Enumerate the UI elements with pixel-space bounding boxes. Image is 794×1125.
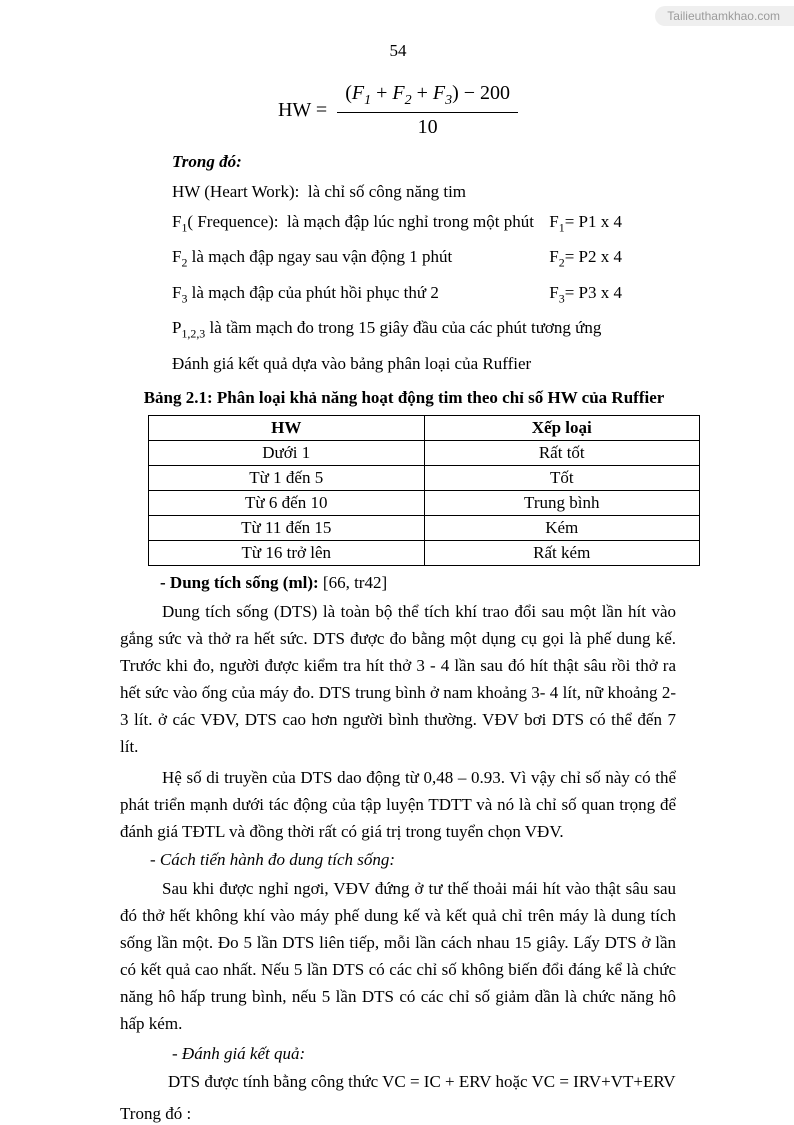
definition-text: $F_1$( Frequence): là mạch đập lúc nghỉ trong một phút bbox=[172, 212, 534, 235]
table-header-hw: HW bbox=[149, 415, 425, 440]
heading-measurement-method: - Cách tiến hành đo dung tích sống: bbox=[150, 849, 396, 869]
definition-text: HW (Heart Work): là chỉ số công năng tim bbox=[172, 182, 467, 201]
definition-line-f1 bbox=[172, 211, 622, 238]
paragraph-dts-intro: Dung tích sống (DTS) là toàn bộ thể tích khí trao đổi sau một lần hít vào gắng sức và thở ra hết sức. DTS được đo bằng một dụng cụ gọi là phế dung kế. Trước khi đo, người được kiểm tra hít thở 3 - 4 lần sau đó hít thật sâu rồi thở ra hết sức vào ống của máy đo. DTS trung bình ở nam khoảng 3- 4 lít, nữ khoảng 2-3 lít. ở các VĐV, DTS cao hơn người bình thường. VĐV bơi DTS có thể đến 7 lít. bbox=[120, 601, 676, 756]
definition-text: Đánh giá kết quả dựa vào bảng phân loại của Ruffier bbox=[172, 353, 532, 373]
paragraph-dts-heredity: Hệ số di truyền của DTS dao động từ 0,48 – 0.93. Vì vậy chỉ số này có thể phát triển mạnh dưới tác động của tập luyện TDTT và nó là chỉ số quan trọng để đánh giá TĐTL và đồng thời rất có giá trị trong tuyển chọn VĐV. bbox=[120, 767, 676, 841]
watermark: Tailieuthamkhao.com bbox=[655, 6, 794, 26]
definition-line-p123 bbox=[172, 317, 622, 344]
section-heading-trong-do: Trong đó: bbox=[172, 152, 242, 171]
table-cell-rating: Kém bbox=[424, 515, 700, 540]
table-cell-rating: Tốt bbox=[424, 465, 700, 490]
table-cell-hw: Từ 1 đến 5 bbox=[149, 465, 425, 490]
table-cell-rating: Trung bình bbox=[424, 490, 700, 515]
table-cell-hw: Từ 6 đến 10 bbox=[149, 490, 425, 515]
hw-classification-table bbox=[148, 415, 700, 566]
table-caption: Bảng 2.1: Phân loại khả năng hoạt động tim theo chỉ số HW của Ruffier bbox=[143, 387, 665, 407]
table-cell-hw: Dưới 1 bbox=[149, 440, 425, 465]
dts-label-bold: - Dung tích sống (ml): bbox=[160, 572, 319, 592]
formula-numerator: $(F_1 + F_2 + F_3) - 200$ bbox=[337, 82, 518, 113]
page-number: 54 bbox=[389, 41, 407, 60]
definition-line-f2 bbox=[172, 246, 622, 273]
definition-text: $F_2$ là mạch đập ngay sau vận động 1 phút bbox=[172, 247, 453, 270]
definition-formula: $F_3= P3$ x 4 bbox=[549, 282, 622, 306]
table-cell-rating: Rất kém bbox=[424, 540, 700, 565]
table-cell-hw: Từ 16 trở lên bbox=[149, 540, 425, 565]
table-row bbox=[149, 515, 700, 540]
definition-text: $F_3$ là mạch đập của phút hồi phục thứ 2 bbox=[172, 282, 439, 306]
definition-formula: $F_1= P1$ x 4 bbox=[549, 212, 622, 235]
dts-section-label bbox=[160, 572, 676, 594]
table-row bbox=[149, 440, 700, 465]
table-row bbox=[149, 540, 700, 565]
formula-lhs: HW = bbox=[277, 99, 328, 121]
definition-line-f3 bbox=[172, 282, 622, 309]
table-cell-rating: Rất tốt bbox=[424, 440, 700, 465]
table-row bbox=[149, 465, 700, 490]
table-cell-hw: Từ 11 đến 15 bbox=[149, 515, 425, 540]
table-header-row bbox=[149, 415, 700, 440]
definition-line-evaluation bbox=[172, 353, 622, 375]
dts-label-reference: [66, tr42] bbox=[318, 572, 388, 592]
vc-formula-line: DTS được tính bằng công thức VC = IC + ERV hoặc VC = IRV+VT+ERV bbox=[168, 1071, 676, 1091]
paragraph-measurement-procedure: Sau khi được nghỉ ngơi, VĐV đứng ở tư thế thoải mái hít vào thật sâu sau đó thở hết không khí vào máy phế dung kế và kết quả chỉ trên máy là dung tích sống lần một. Đo 5 lần DTS liên tiếp, mỗi lần cách nhau 15 giây. Lấy DTS ở lần có kết quả cao nhất. Nếu 5 lần DTS có các chỉ số không biến đổi đáng kể là chức năng hô hấp trung bình, nếu 5 lần DTS có các chỉ số giảm dần là chức năng hô hấp kém. bbox=[120, 878, 676, 1033]
closing-trong-do: Trong đó : bbox=[120, 1103, 192, 1123]
definition-text: $P_{1,2,3}$ là tầm mạch đo trong 15 giây đầu của các phút tương ứng bbox=[172, 318, 602, 341]
formula-denominator: 10 bbox=[417, 116, 438, 138]
definition-line-hw bbox=[172, 181, 622, 203]
definition-formula: $F_2= P2$ x 4 bbox=[549, 247, 622, 270]
formula-fraction bbox=[337, 82, 518, 139]
table-header-xep-loai: Xếp loại bbox=[424, 415, 700, 440]
hw-formula bbox=[120, 82, 676, 139]
table-row bbox=[149, 490, 700, 515]
heading-result-evaluation: - Đánh giá kết quả: bbox=[172, 1043, 306, 1063]
